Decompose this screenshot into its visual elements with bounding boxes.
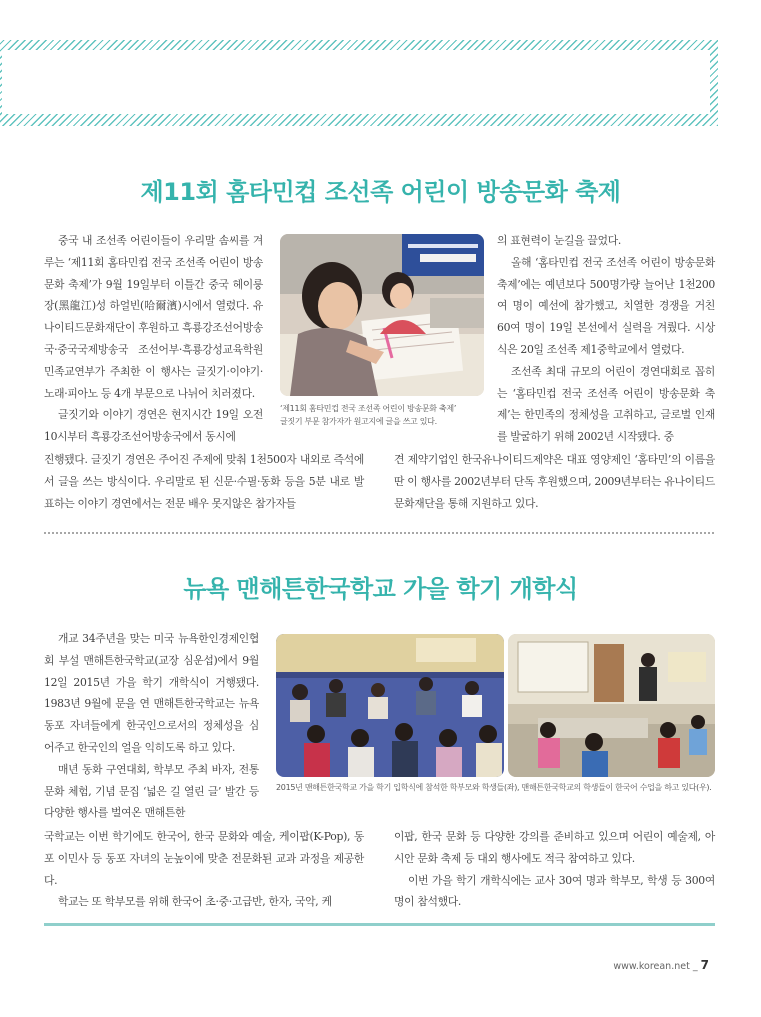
article1-paragraph: 견 제약기업인 한국유나이티드제약은 대표 영양제인 ‘홈타민’의 이름을 딴 이 행사를 2002년부터 단독 후원했으며, 2009년부터는 유나이티드문화재단을 통해 지원하고 있다. <box>394 453 715 510</box>
article1-left-column <box>44 230 263 448</box>
article2-paragraph: 개교 34주년을 맞는 미국 뉴욕한인경제인협회 부설 맨해튼한국학교(교장 심운섭)에서 9월 12일 2015년 가을 학기 개학식이 거행됐다. 1983년 9월에 문을 연 맨해튼한국학교는 뉴욕 동포 자녀들에게 한국인으로서의 정체성을 심어주고 한국인의 얼을 익히도록 하고 있다. <box>44 632 259 754</box>
article1-span-right <box>394 449 715 514</box>
classroom-photo <box>508 634 715 777</box>
article2-bottom-left <box>44 826 364 913</box>
article1-caption <box>280 403 490 428</box>
opening-ceremony-photo <box>276 634 504 777</box>
article1-paragraph: 올해 ‘홈타민컵 전국 조선족 어린이 방송문화 축제’에는 예년보다 500명가량 늘어난 1천200여 명이 예선에 참가했고, 치열한 경쟁을 거친 60여 명이 19일 본선에서 실력을 겨뤘다. 시상식은 20일 조선족 제1중학교에서 열렸다. <box>497 255 715 356</box>
article2-photo-right <box>508 634 715 777</box>
article2-paragraph: 이번 가을 학기 개학식에는 교사 30여 명과 학부모, 학생 등 300여 명이 참석했다. <box>394 873 715 909</box>
article1-paragraph: 진행됐다. 글짓기 경연은 주어진 주제에 맞춰 1천500자 내외로 즉석에서 글을 쓰는 방식이다. 우리말로 된 신문·수필·동화 등을 5분 내로 발표하는 이야기 경연에서는 전문 배우 못지않은 참가자들 <box>44 453 364 510</box>
article2-photo-left <box>276 634 504 777</box>
writing-contest-photo <box>280 234 484 396</box>
article1-paragraph: 글짓기와 이야기 경연은 현지시간 19일 오전 10시부터 흑룡강조선어방송국에서 동시에 <box>44 408 263 444</box>
article2-title: 뉴욕 맨해튼한국학교 가을 학기 개학식 <box>183 575 578 603</box>
section-divider <box>44 532 714 534</box>
article1-paragraph: 의 표현력이 눈길을 끌었다. <box>497 234 621 247</box>
article2-caption: 2015년 맨해튼한국학교 가을 학기 입학식에 참석한 학부모와 학생들(좌), 맨해튼한국학교의 학생들이 한국어 수업을 하고 있다(우). <box>276 783 712 792</box>
article1-paragraph: 조선족 최대 규모의 어린이 경연대회로 꼽히는 ‘홈타민컵 전국 조선족 어린이 방송문화 축제’는 한민족의 정체성을 고취하고, 글로벌 인재를 발굴하기 위해 2002년 시작됐다. 중 <box>497 364 715 444</box>
article1-right-column <box>497 230 715 448</box>
bottom-rule <box>44 923 715 926</box>
page-number: 7 <box>700 958 709 972</box>
article2-bottom-right <box>394 826 715 913</box>
article1-title: 제11회 홈타민컵 조선족 어린이 방송문화 축제 <box>140 178 621 206</box>
footer-url: www.korean.net <box>613 961 690 972</box>
caption-line: ‘제11회 홈타민컵 전국 조선족 어린이 방송문화 축제’ <box>280 404 457 413</box>
article1-span-left <box>44 449 364 514</box>
article1-photo <box>280 234 484 396</box>
footer-separator: _ <box>692 961 698 972</box>
header-frame-inner <box>2 50 710 114</box>
article2-paragraph: 이팝, 한국 문화 등 다양한 강의를 준비하고 있으며 어린이 예술제, 아시안 문화 축제 등 대외 행사에도 적극 참여하고 있다. <box>394 830 715 865</box>
article2-left-column <box>44 628 259 824</box>
article1-paragraph: 중국 내 조선족 어린이들이 우리말 솜씨를 겨루는 ‘제11회 홈타민컵 전국 조선족 어린이 방송문화 축제’가 9월 19일부터 이틀간 중국 헤이룽장(黑龍江)성 하얼빈(哈爾濱)시에서 열렸다. 유나이티드문화재단이 후원하고 흑룡강조선어방송국·중국국제방송국 조선어부·흑룡강성교육학원민족교연부가 주최한 이 행사는 글짓기·이야기·노래·피아노 등 4개 부문으로 나뉘어 치러졌다. <box>44 234 263 400</box>
article2-paragraph: 매년 동화 구연대회, 학부모 주최 바자, 전통문화 체험, 기념 문집 ‘넓은 길 열린 글’ 발간 등 다양한 행사를 벌여온 맨해튼한 <box>44 762 259 820</box>
article2-paragraph: 국학교는 이번 학기에도 한국어, 한국 문화와 예술, 케이팝(K-Pop), 동포 이민사 등 동포 자녀의 눈높이에 맞춘 전문화된 교과 과정을 제공한다. <box>44 830 364 887</box>
caption-line: 글짓기 부문 참가자가 원고지에 글을 쓰고 있다. <box>280 416 437 426</box>
header-hatch-frame <box>0 40 718 126</box>
article2-paragraph: 학교는 또 학부모를 위해 한국어 초·중·고급반, 한자, 국악, 케 <box>58 895 332 909</box>
page-footer <box>613 958 709 972</box>
